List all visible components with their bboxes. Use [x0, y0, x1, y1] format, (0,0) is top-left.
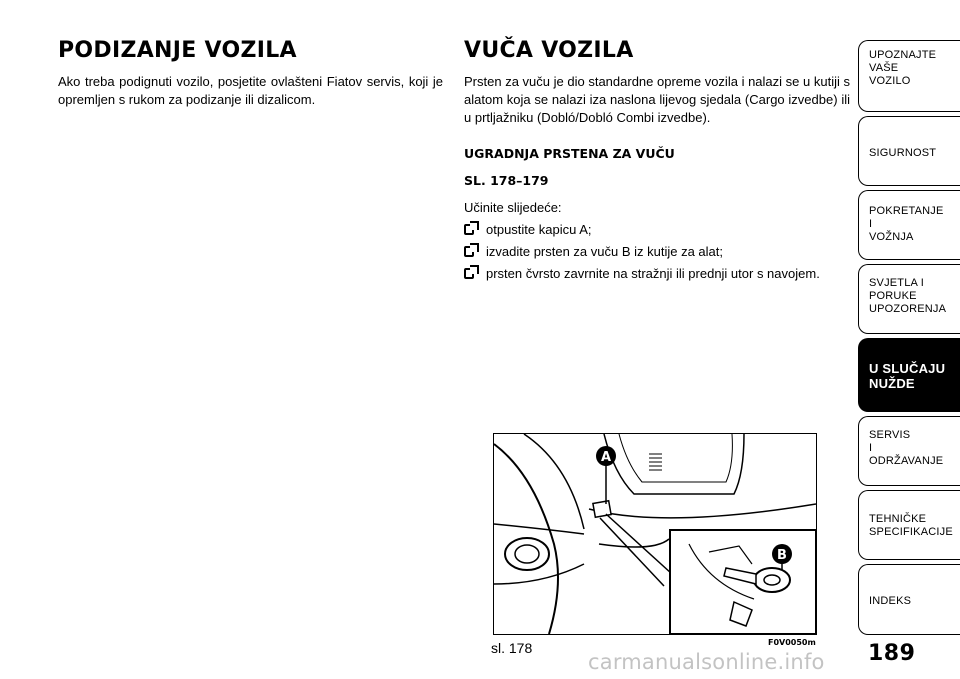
- list-item: prsten čvrsto zavrnite na stražnji ili prednji utor s navojem.: [464, 265, 850, 282]
- steps-list: [464, 221, 850, 282]
- left-column: [58, 38, 443, 109]
- steps-intro: Učinite slijedeće:: [464, 200, 562, 215]
- tab-tehnicke-specifikacije[interactable]: TEHNIČKE SPECIFIKACIJE: [858, 490, 960, 560]
- label-a: A: [600, 450, 612, 465]
- checkbox-bullet-icon: [464, 268, 474, 279]
- page-number: 189: [868, 641, 916, 666]
- subheading-install-ring: UGRADNJA PRSTENA ZA VUČU: [464, 146, 675, 161]
- watermark: carmanualsonline.info: [588, 650, 825, 674]
- tab-sigurnost[interactable]: SIGURNOST: [858, 116, 960, 186]
- tab-u-slucaju-nuzde[interactable]: U SLUČAJU NUŽDE: [858, 338, 960, 412]
- section-title-lifting: PODIZANJE VOZILA: [58, 38, 297, 63]
- chapter-sidebar: [858, 40, 960, 635]
- figure-code: F0V0050m: [768, 638, 816, 647]
- bumper-drawing: [494, 434, 816, 634]
- figure-reference: SL. 178–179: [464, 173, 549, 188]
- section-title-towing: VUČA VOZILA: [464, 38, 634, 63]
- list-item: izvadite prsten za vuču B iz kutije za alat;: [464, 243, 850, 260]
- label-b: B: [777, 548, 787, 563]
- lifting-paragraph: Ako treba podignuti vozilo, posjetite ovlašteni Fiatov servis, koji je opremljen s rukom za podizanje ili dizalicom.: [58, 74, 443, 107]
- tow-ring-illustration: [493, 433, 817, 635]
- list-item: otpustite kapicu A;: [464, 221, 850, 238]
- checkbox-bullet-icon: [464, 224, 474, 235]
- checkbox-bullet-icon: [464, 246, 474, 257]
- figure-caption: sl. 178: [491, 640, 533, 656]
- tab-servis-i-odrzavanje[interactable]: SERVIS I ODRŽAVANJE: [858, 416, 960, 486]
- towing-paragraph: Prsten za vuču je dio standardne opreme vozila i nalazi se u kutiji s alatom koja se nalazi iza naslona lijevog sjedala (Cargo izvedbe) ili u prtljažniku (Dobló/Dobló Combi izvedbe).: [464, 74, 850, 125]
- tab-indeks[interactable]: INDEKS: [858, 564, 960, 635]
- right-column: [464, 38, 850, 287]
- tab-pokretanje-i-voznja[interactable]: POKRETANJE I VOŽNJA: [858, 190, 960, 260]
- tab-upoznajte-vase-vozilo[interactable]: UPOZNAJTE VAŠE VOZILO: [858, 40, 960, 112]
- tab-svjetla-i-poruke[interactable]: SVJETLA I PORUKE UPOZORENJA: [858, 264, 960, 334]
